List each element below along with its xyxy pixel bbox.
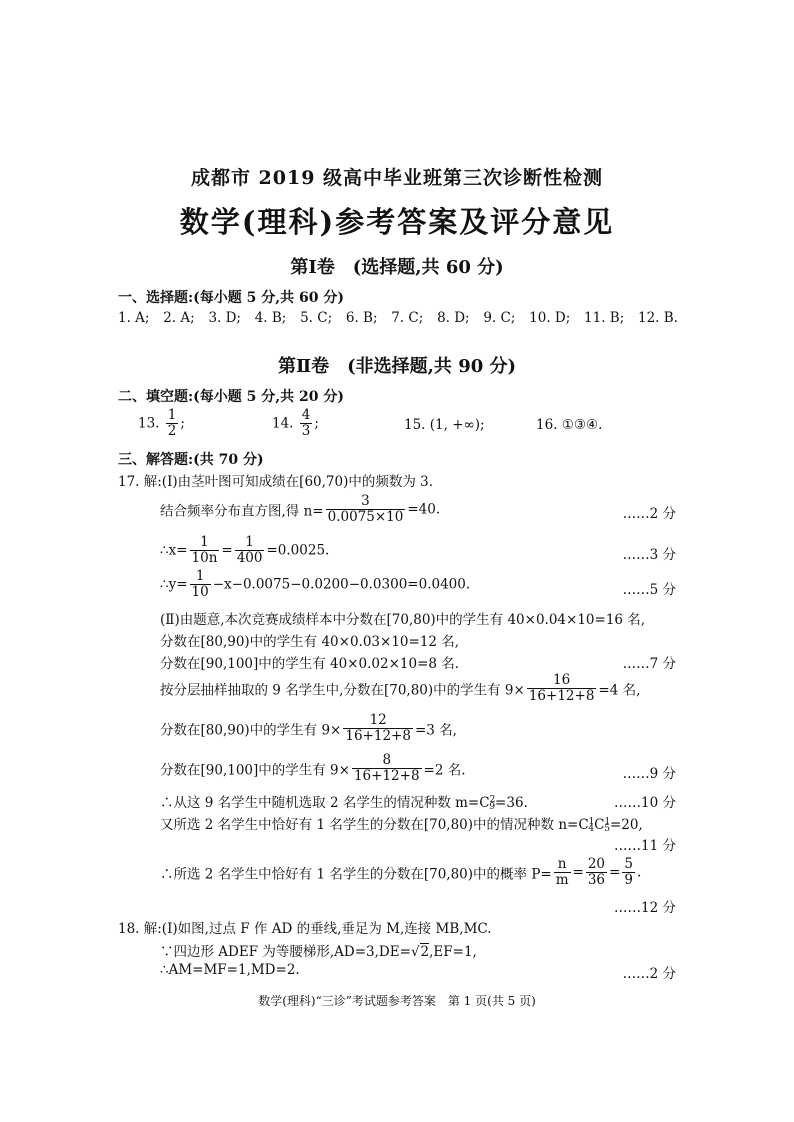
fill-answer-15: 15. (1, +∞); (404, 417, 485, 433)
q17-line1: 17. 解:(Ⅰ)由茎叶图可知成绩在[60,70)中的频数为 3. (118, 474, 434, 490)
q17-line4: ∴y= $\frac{1}{10}$ −x−0.0075−0.0200−0.0300=0.0400. (160, 568, 471, 600)
q18-score-2: ……2 分 (622, 966, 676, 982)
q17-score-5: ……5 分 (622, 582, 676, 598)
answer-8: 8. D; (437, 310, 470, 326)
part2-heading: 第Ⅱ卷 (非选择题,共 90 分) (277, 356, 517, 377)
solve-section-title: 三、解答题:(共 70 分) (118, 452, 264, 468)
q17-line5: (Ⅱ)由题意,本次竞赛成绩样本中分数在[70,80)中的学生有 40×0.04×10=16 名, (160, 612, 646, 628)
q17-line13: ∴所选 2 名学生中恰好有 1 名学生的分数在[70,80)中的概率 P= $\frac{n}{m}$ = $\frac{20}{36}$ = $\frac{5}{9}$ . (160, 856, 642, 888)
q17-line7: 分数在[90,100]中的学生有 40×0.02×10=8 名. (160, 656, 460, 672)
q17-score-3: ……3 分 (622, 547, 676, 563)
q17-score-12: ……12 分 (614, 900, 676, 916)
q17-score-7: ……7 分 (622, 656, 676, 672)
fill-answer-16: 16. ①③④. (536, 417, 603, 433)
exam-title: 成都市 2019 级高中毕业班第三次诊断性检测 (190, 167, 604, 189)
answer-10: 10. D; (529, 310, 571, 326)
q17-line12: 又所选 2 名学生中恰好有 1 名学生的分数在[70,80)中的情况种数 $n=C^1_4C^1_5=20$, (160, 817, 643, 834)
fill-answer-13: 13. $\frac{1}{2}$ ; (138, 407, 185, 439)
q17-score-10: ……10 分 (614, 795, 676, 811)
q17-line6: 分数在[80,90)中的学生有 40×0.03×10=12 名, (160, 634, 460, 650)
q17-line8: 按分层抽样抽取的 9 名学生中,分数在[70,80)中的学生有 9× $\frac{16}{16+12+8}$ =4 名, (160, 672, 641, 704)
q17-line2: 结合频率分布直方图,得 n= $\frac{3}{0.0075\times 10}$ =40. (160, 493, 441, 525)
part1-heading: 第Ⅰ卷 (选择题,共 60 分) (290, 257, 504, 278)
answer-3: 3. D; (208, 310, 241, 326)
fill-answer-14: 14. $\frac{4}{3}$ ; (272, 407, 319, 439)
answer-2: 2. A; (163, 310, 195, 326)
q17-line3: ∴x= $\frac{1}{10n}$ = $\frac{1}{400}$ =0.0025. (160, 534, 330, 566)
q18-line2: ∵四边形 ADEF 为等腰梯形,AD=3,DE=√2,EF=1, (160, 944, 477, 960)
answer-4: 4. B; (254, 310, 287, 326)
q17-line11: ∴从这 9 名学生中随机选取 2 名学生的情况种数 $m=C^2_9=36$. (160, 795, 528, 812)
answer-1: 1. A; (118, 310, 150, 326)
answer-12: 12. B. (637, 310, 678, 326)
answer-6: 6. B; (345, 310, 378, 326)
q17-score-2: ……2 分 (622, 506, 676, 522)
page-footer: 数学(理科)“三诊”考试题参考答案 第 1 页(共 5 页) (258, 994, 536, 1008)
q17-score-11: ……11 分 (614, 838, 676, 854)
answer-5: 5. C; (300, 310, 333, 326)
fill-section-title: 二、填空题:(每小题 5 分,共 20 分) (118, 389, 345, 405)
q17-score-9: ……9 分 (622, 766, 676, 782)
choice-answers (118, 310, 678, 326)
q17-line9: 分数在[80,90)中的学生有 9× $\frac{12}{16+12+8}$ =3 名, (160, 712, 457, 744)
q18-line3: ∴AM=MF=1,MD=2. (160, 962, 300, 978)
q17-line10: 分数在[90,100]中的学生有 9× $\frac{8}{16+12+8}$ =2 名. (160, 752, 466, 784)
document-title: 数学(理科)参考答案及评分意见 (179, 205, 615, 239)
answer-7: 7. C; (391, 310, 424, 326)
q18-line1: 18. 解:(Ⅰ)如图,过点 F 作 AD 的垂线,垂足为 M,连接 MB,MC. (118, 921, 492, 937)
answer-11: 11. B; (584, 310, 625, 326)
choice-section-title: 一、选择题:(每小题 5 分,共 60 分) (118, 290, 345, 306)
answer-9: 9. C; (483, 310, 516, 326)
